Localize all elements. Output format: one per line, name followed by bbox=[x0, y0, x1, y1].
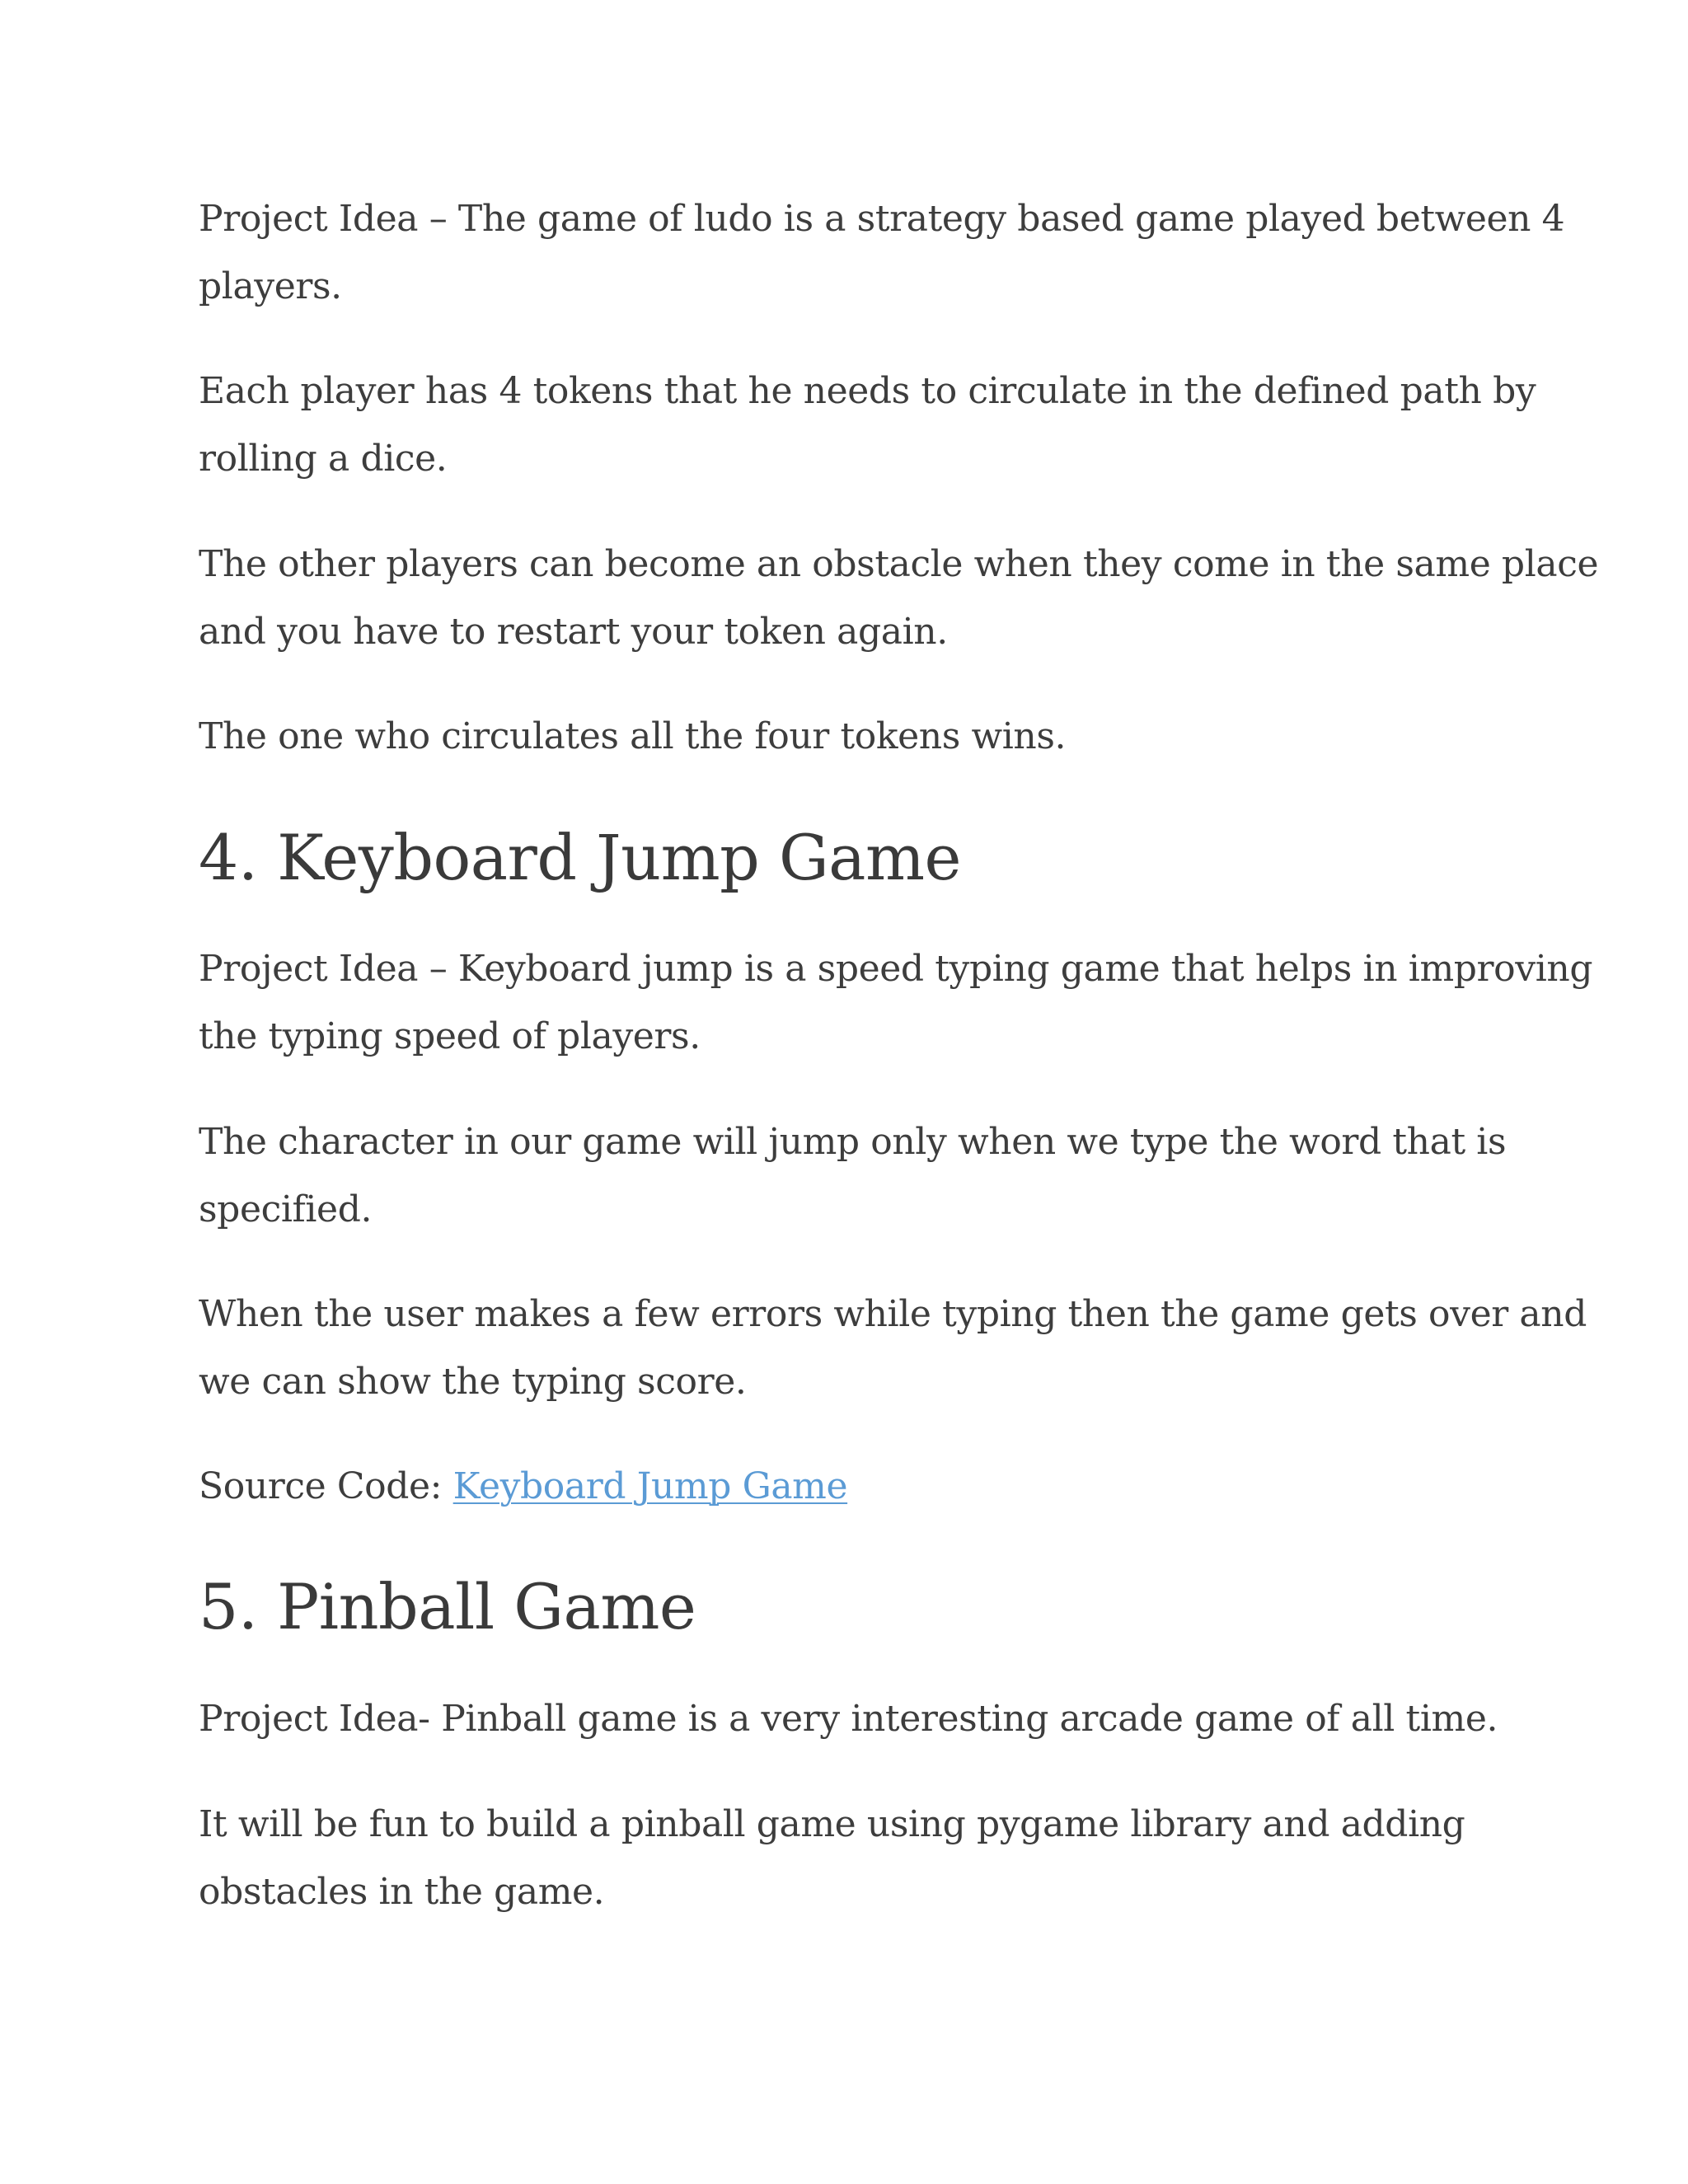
source-code-line bbox=[199, 1453, 847, 1521]
paragraph-pinball-intro: Project Idea- Pinball game is a very interesting arcade game of all time. bbox=[199, 1698, 1498, 1740]
paragraph-keyboard-character: The character in our game will jump only when we type the word that is specified. bbox=[199, 1121, 1507, 1230]
source-code-label: Source Code: bbox=[199, 1465, 453, 1507]
paragraph-pinball-build: It will be fun to build a pinball game using pygame library and adding obstacles in the game. bbox=[199, 1803, 1465, 1913]
paragraph-keyboard-errors: When the user makes a few errors while typing then the game gets over and we can show the typing score. bbox=[199, 1293, 1587, 1403]
paragraph-keyboard-intro: Project Idea – Keyboard jump is a speed typing game that helps in improving the typing speed of players. bbox=[199, 948, 1593, 1057]
heading-pinball-game: 5. Pinball Game bbox=[199, 1570, 696, 1643]
heading-keyboard-jump-game: 4. Keyboard Jump Game bbox=[199, 821, 962, 894]
paragraph-ludo-winner: The one who circulates all the four tokens wins. bbox=[199, 715, 1067, 757]
keyboard-jump-game-link[interactable]: Keyboard Jump Game bbox=[452, 1465, 848, 1507]
paragraph-ludo-tokens: Each player has 4 tokens that he needs to circulate in the defined path by rolling a dice. bbox=[199, 370, 1536, 480]
paragraph-ludo-obstacle: The other players can become an obstacle when they come in the same place and you have to restart your token again. bbox=[199, 543, 1599, 653]
paragraph-ludo-intro: Project Idea – The game of ludo is a strategy based game played between 4 players. bbox=[199, 198, 1565, 307]
